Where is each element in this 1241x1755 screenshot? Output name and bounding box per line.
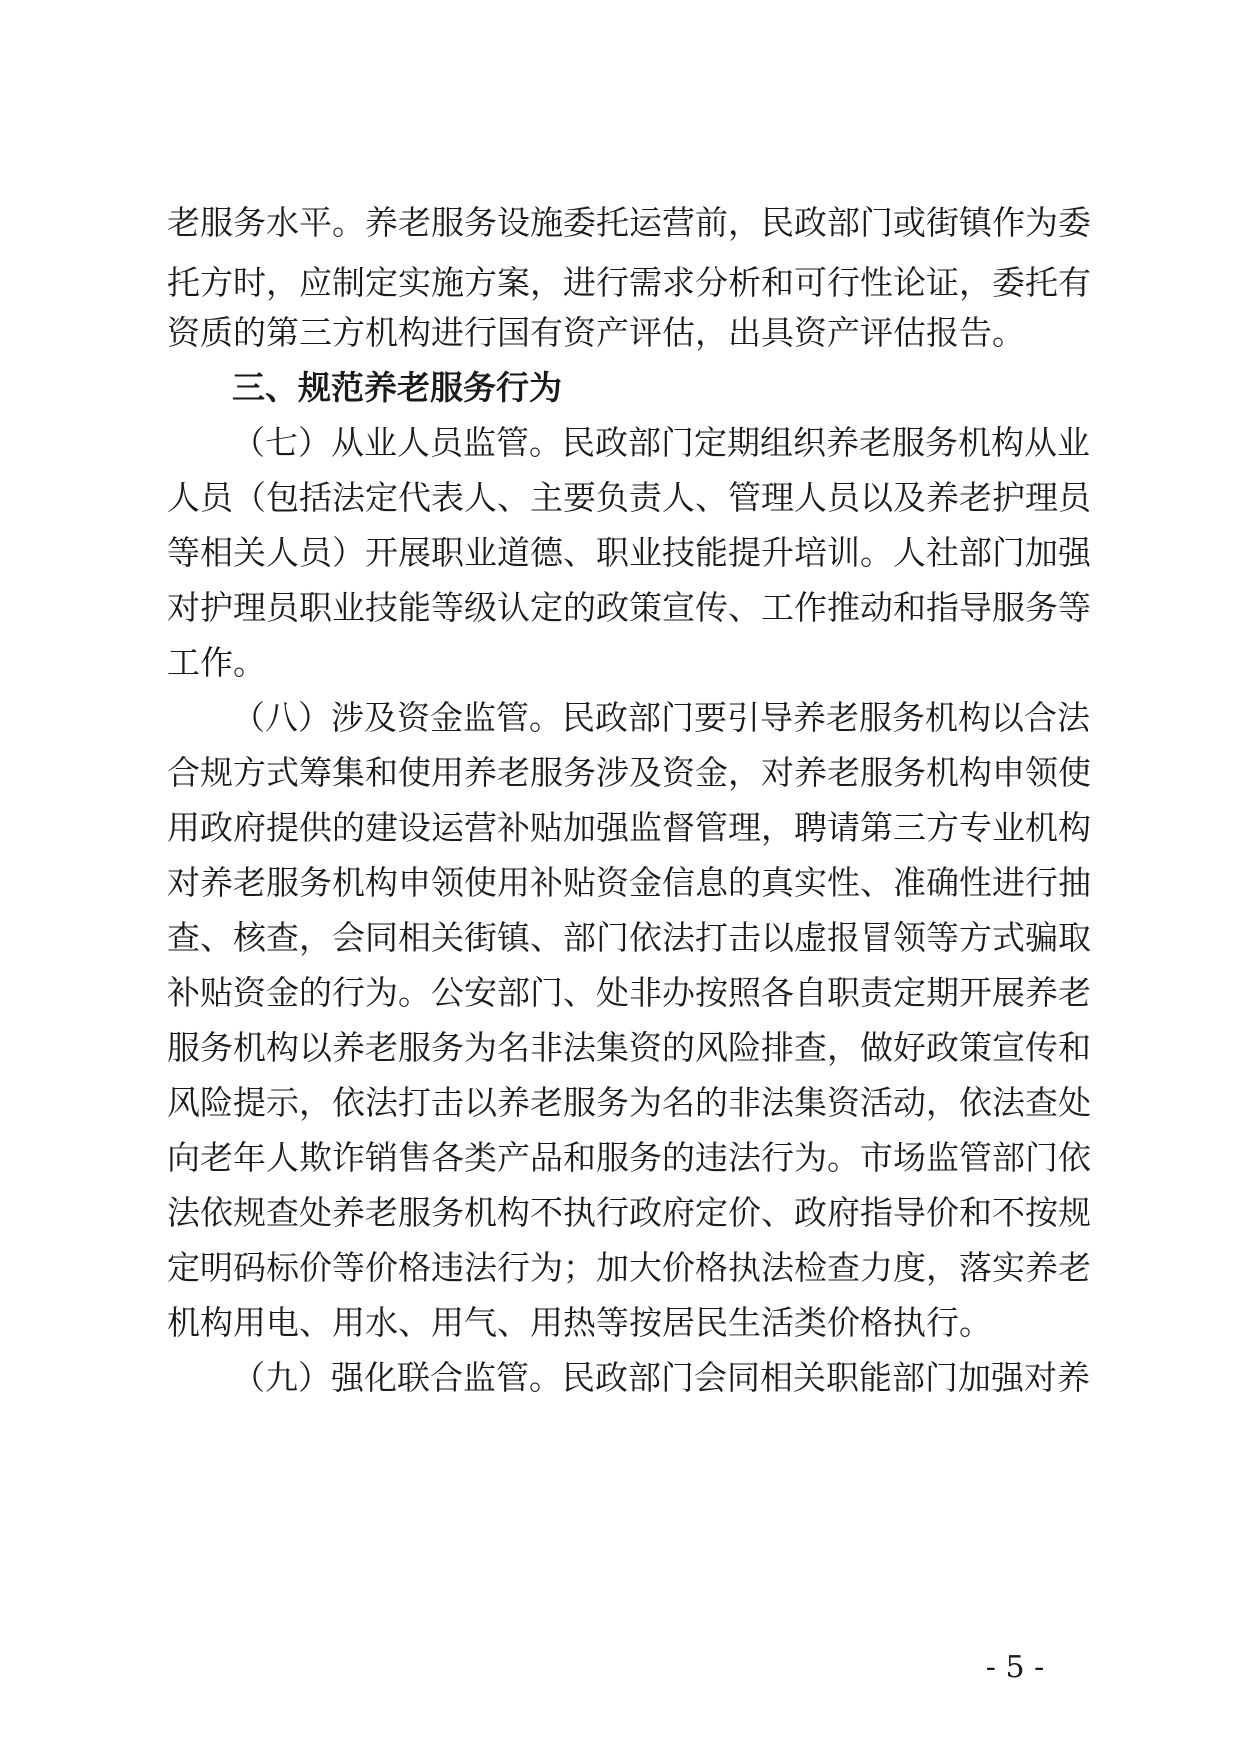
text-line: 查、核查，会同相关街镇、部门依法打击以虚报冒领等方式骗取	[167, 918, 1091, 957]
text-line: 工作。	[167, 643, 266, 682]
text-line: 服务机构以养老服务为名非法集资的风险排查，做好政策宣传和	[167, 1028, 1091, 1067]
section-heading: 三、规范养老服务行为	[232, 368, 562, 407]
text-line: 机构用电、用水、用气、用热等按居民生活类价格执行。	[167, 1303, 992, 1342]
text-line: 人员（包括法定代表人、主要负责人、管理人员以及养老护理员	[167, 478, 1091, 517]
text-line: 向老年人欺诈销售各类产品和服务的违法行为。市场监管部门依	[167, 1138, 1091, 1177]
text-line: 老服务水平。养老服务设施委托运营前，民政部门或街镇作为委	[167, 203, 1091, 242]
text-line: 风险提示，依法打击以养老服务为名的非法集资活动，依法查处	[167, 1083, 1091, 1122]
text-line: 等相关人员）开展职业道德、职业技能提升培训。人社部门加强	[167, 533, 1091, 572]
text-line: 资质的第三方机构进行国有资产评估，出具资产评估报告。	[167, 313, 1025, 352]
page-number: - 5 -	[985, 1650, 1045, 1685]
text-line: 定明码标价等价格违法行为；加大价格执法检查力度，落实养老	[167, 1248, 1091, 1287]
text-line: 托方时，应制定实施方案，进行需求分析和可行性论证，委托有	[167, 263, 1091, 302]
text-line: 用政府提供的建设运营补贴加强监督管理，聘请第三方专业机构	[167, 808, 1091, 847]
text-line: 补贴资金的行为。公安部门、处非办按照各自职责定期开展养老	[167, 973, 1091, 1012]
text-line: 对护理员职业技能等级认定的政策宣传、工作推动和指导服务等	[167, 588, 1091, 627]
text-line: （七）从业人员监管。民政部门定期组织养老服务机构从业	[232, 423, 1090, 462]
text-line: 对养老服务机构申领使用补贴资金信息的真实性、准确性进行抽	[167, 863, 1091, 902]
text-line: （九）强化联合监管。民政部门会同相关职能部门加强对养	[232, 1358, 1090, 1397]
text-line: （八）涉及资金监管。民政部门要引导养老服务机构以合法	[232, 698, 1090, 737]
text-line: 法依规查处养老服务机构不执行政府定价、政府指导价和不按规	[167, 1193, 1091, 1232]
text-line: 合规方式筹集和使用养老服务涉及资金，对养老服务机构申领使	[167, 753, 1091, 792]
